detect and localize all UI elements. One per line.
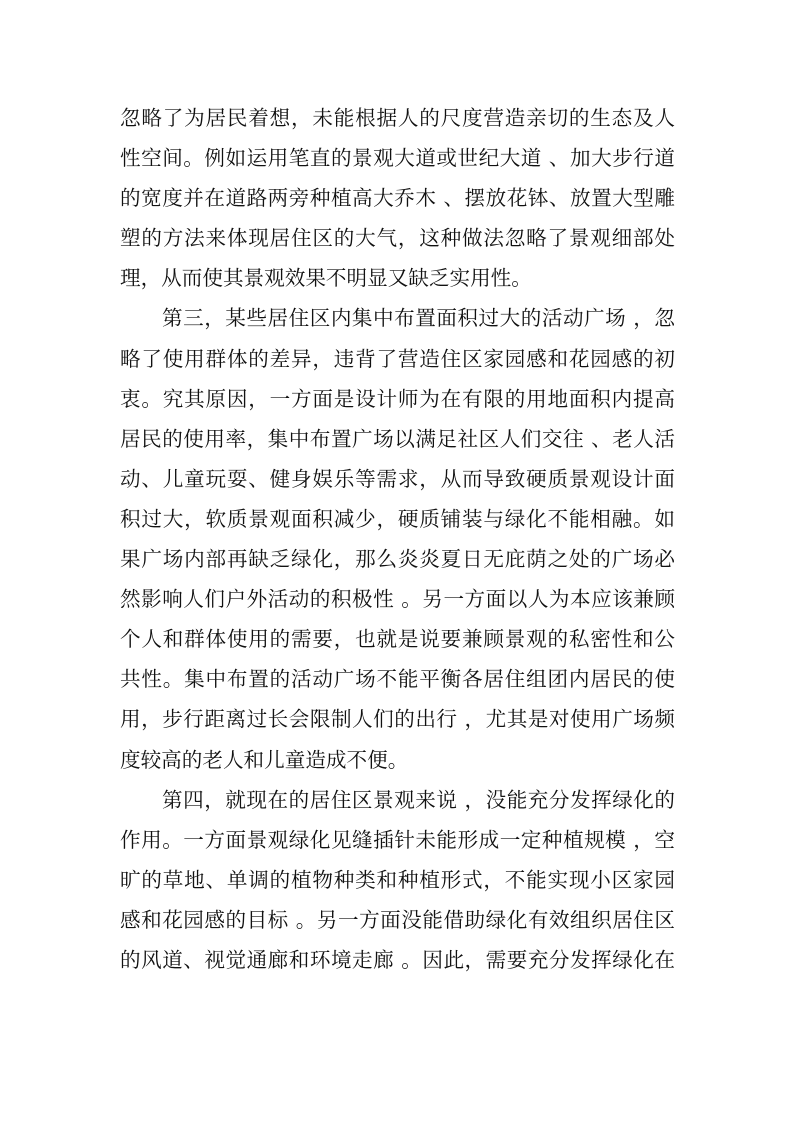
paragraph-2 — [120, 298, 675, 779]
paragraph-3 — [120, 780, 675, 980]
text-line: 性空间。例如运用笔直的景观大道或世纪大道 、加大步行道 — [120, 146, 675, 171]
text-line: 第四，就现在的居住区景观来说 ，没能充分发挥绿化的 — [162, 787, 675, 812]
text-line: 衷。究其原因，一方面是设计师为在有限的用地面积内提高 — [120, 386, 675, 411]
document-page — [120, 98, 675, 980]
text-line: 居民的使用率，集中布置广场以满足社区人们交往 、老人活 — [120, 426, 675, 451]
text-line: 作用。一方面景观绿化见缝插针未能形成一定种植规模 ，空 — [120, 827, 675, 852]
text-line: 共性。集中布置的活动广场不能平衡各居住组团内居民的使 — [120, 667, 675, 692]
text-line: 度较高的老人和儿童造成不便。 — [120, 747, 409, 772]
text-line: 的宽度并在道路两旁种植高大乔木 、摆放花钵、放置大型雕 — [120, 186, 675, 211]
text-line: 感和花园感的目标 。另一方面没能借助绿化有效组织居住区 — [120, 907, 675, 932]
text-line: 用，步行距离过长会限制人们的出行 ，尤其是对使用广场频 — [120, 707, 675, 732]
text-line: 果广场内部再缺乏绿化，那么炎炎夏日无庇荫之处的广场必 — [120, 547, 675, 572]
text-line: 理，从而使其景观效果不明显又缺乏实用性。 — [120, 266, 532, 291]
text-line: 第三，某些居住区内集中布置面积过大的活动广场 ，忽 — [162, 306, 675, 331]
text-line: 积过大，软质景观面积减少，硬质铺装与绿化不能相融。如 — [120, 506, 675, 531]
text-line: 旷的草地、单调的植物种类和种植形式，不能实现小区家园 — [120, 867, 675, 892]
text-line: 个人和群体使用的需要，也就是说要兼顾景观的私密性和公 — [120, 627, 675, 652]
text-line: 然影响人们户外活动的积极性 。另一方面以人为本应该兼顾 — [120, 587, 675, 612]
text-line: 塑的方法来体现居住区的大气，这种做法忽略了景观细部处 — [120, 226, 675, 251]
text-line: 略了使用群体的差异，违背了营造住区家园感和花园感的初 — [120, 346, 675, 371]
text-line: 忽略了为居民着想，未能根据人的尺度营造亲切的生态及人 — [120, 106, 675, 130]
paragraph-1 — [120, 98, 675, 298]
text-line: 动、儿童玩耍、健身娱乐等需求，从而导致硬质景观设计面 — [120, 466, 675, 491]
text-line: 的风道、视觉通廊和环境走廊 。因此，需要充分发挥绿化在 — [120, 947, 675, 972]
